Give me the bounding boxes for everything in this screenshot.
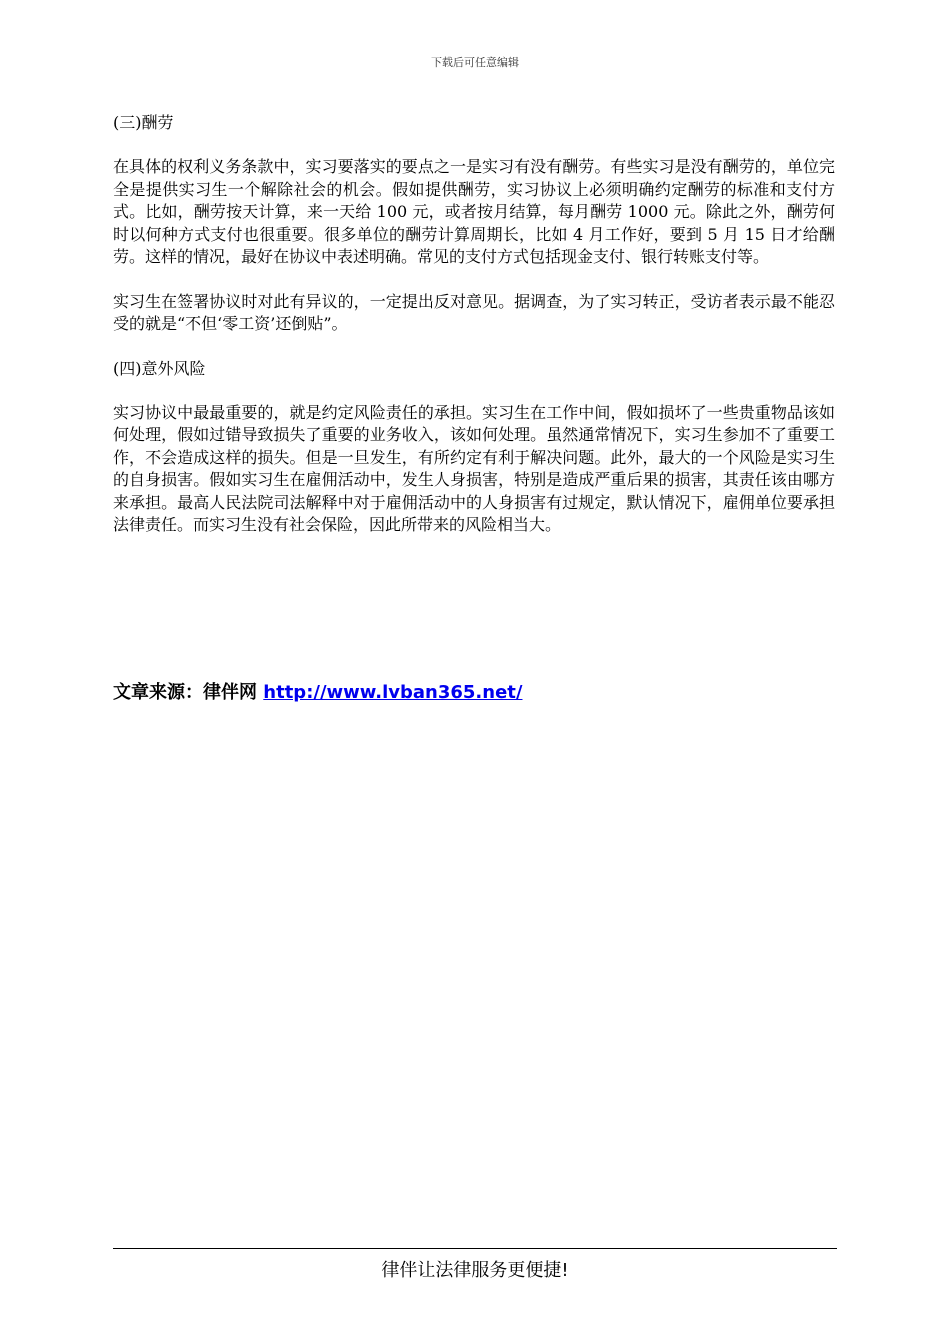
paragraph-risk-liability: 实习协议中最最重要的，就是约定风险责任的承担。实习生在工作中间，假如损坏了一些贵重物品该如何处理，假如过错导致损失了重要的业务收入，该如何处理。虽然通常情况下，实习生参加不了重要工作，不会造成这样的损失。但是一旦发生，有所约定有利于解决问题。此外，最大的一个风险是实习生的自身损害。假如实习生在雇佣活动中，发生人身损害，特别是造成严重后果的损害，其责任该由哪方来承担。最高人民法院司法解释中对于雇佣活动中的人身损害有过规定，默认情况下，雇佣单位要承担法律责任。而实习生没有社会保险，因此所带来的风险相当大。 [113,402,835,534]
article-source [113,678,522,704]
footer-slogan: 律伴让法律服务更便捷! [381,1260,569,1281]
header-note: 下载后可任意编辑 [431,56,519,69]
footer-divider [113,1248,837,1249]
document-body [113,112,835,559]
section-heading-remuneration: (三)酬劳 [113,113,174,132]
source-label: 文章来源：律伴网 [113,682,264,703]
source-link[interactable]: http://www.lvban365.net/ [263,682,523,703]
section-heading-accident-risk: (四)意外风险 [113,358,206,378]
paragraph-remuneration-terms: 在具体的权利义务条款中，实习要落实的要点之一是实习有没有酬劳。有些实习是没有酬劳的，单位完全是提供实习生一个解除社会的机会。假如提供酬劳，实习协议上必须明确约定酬劳的标准和支付方式。比如，酬劳按天计算，来一天给 100 元，或者按月结算，每月酬劳 1000 元。除此之外，酬劳何时以何种方式支付也很重要。很多单位的酬劳计算周期长，比如 4 月工作好，要到 5 月 15 日才给酬劳。这样的情况，最好在协议中表述明确。常见的支付方式包括现金支付、银行转账支付等。 [113,157,835,266]
paragraph-objection: 实习生在签署协议时对此有异议的，一定提出反对意见。据调查，为了实习转正，受访者表示最不能忍受的就是“不但‘零工资’还倒贴”。 [113,291,835,333]
